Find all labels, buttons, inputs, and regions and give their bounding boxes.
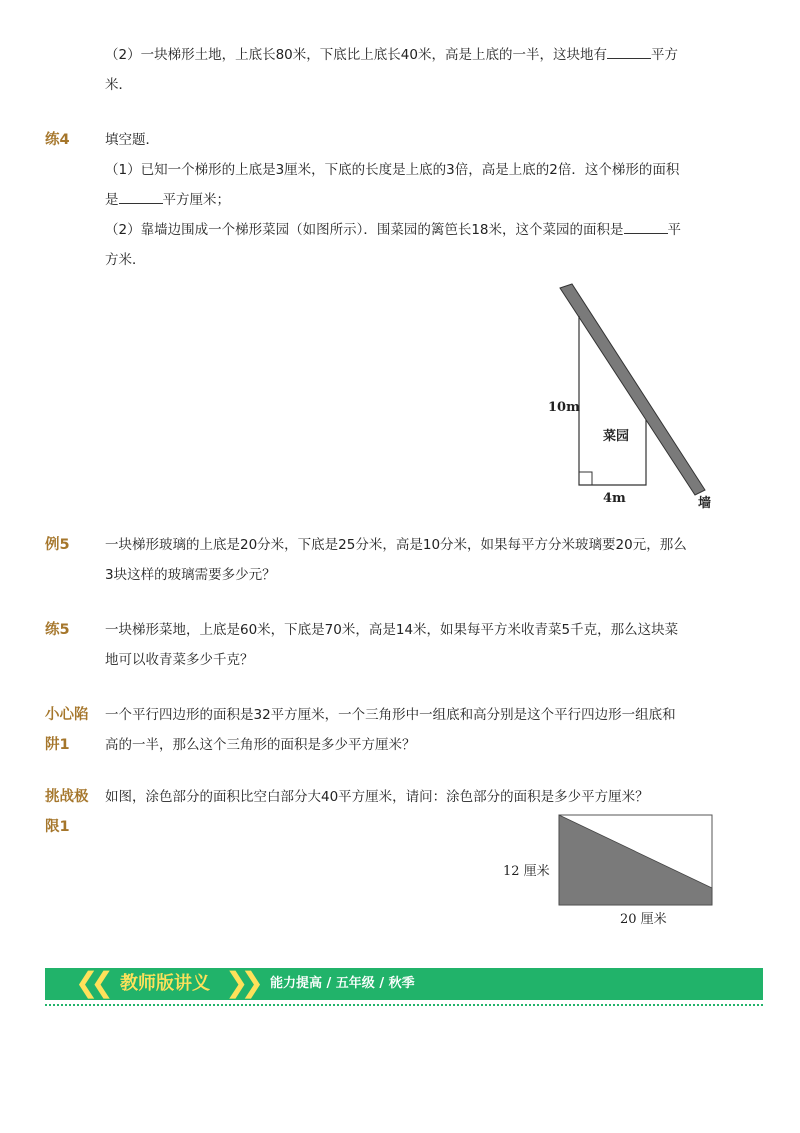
wall-label: 墙 <box>698 496 712 511</box>
chevron-right-icon: ❯❯ <box>225 966 256 999</box>
rectangle-figure <box>495 810 720 935</box>
height-label: 10m <box>548 400 580 415</box>
garden-label: 菜园 <box>603 429 630 444</box>
trap-text: 一个平行四边形的面积是32平方厘米，一个三角形中一组底和高分别是这个平行四边形一组底和 高的一半，那么这个三角形的面积是多少平方厘米？ <box>105 707 676 753</box>
answer-blank <box>624 219 668 234</box>
right-angle-mark <box>579 472 592 485</box>
answer-blank <box>119 189 163 204</box>
garden-figure <box>540 280 730 515</box>
chevron-left-icon: ❮❮ <box>75 966 106 999</box>
answer-blank <box>607 44 651 59</box>
wall-shape <box>560 284 705 495</box>
footer-banner <box>45 968 763 1000</box>
base-label: 4m <box>603 491 626 506</box>
height-label: 12 厘米 <box>503 864 550 879</box>
section-label-challenge: 挑战极 限1 <box>45 789 89 835</box>
li5-text: 一块梯形玻璃的上底是20分米，下底是25分米，高是10分米，如果每平方分米玻璃要20元，那么 3块这样的玻璃需要多少元？ <box>105 537 687 583</box>
footer-divider <box>45 1004 763 1006</box>
challenge-text: 如图，涂色部分的面积比空白部分大40平方厘米，请问：涂色部分的面积是多少平方厘米？ <box>105 789 649 805</box>
section-label-li5: 例5 <box>45 537 70 553</box>
footer-title: 教师版讲义 <box>120 973 210 994</box>
width-label: 20 厘米 <box>620 912 667 927</box>
lian4-text: 填空题． （1）已知一个梯形的上底是3厘米，下底的长度是上底的3倍，高是上底的2倍．这个梯形的面积 是 平方厘米； （2）靠墙边围成一个梯形菜园（如图所示）．围菜园的篱笆长18米，这个菜园的面积是 平 方米． <box>105 132 682 268</box>
section-label-lian4: 练4 <box>45 132 70 148</box>
footer-subtitle: 能力提高 / 五年级 / 秋季 <box>270 976 415 991</box>
problem-text: （2）一块梯形土地，上底长80米，下底比上底长40米，高是上底的一半，这块地有 平方 米． <box>105 40 715 100</box>
section-label-lian5: 练5 <box>45 622 70 638</box>
lian5-text: 一块梯形菜地，上底是60米，下底是70米，高是14米，如果每平方米收青菜5千克，那么这块菜 地可以收青菜多少千克？ <box>105 622 679 668</box>
section-label-trap: 小心陷 阱1 <box>45 707 89 753</box>
